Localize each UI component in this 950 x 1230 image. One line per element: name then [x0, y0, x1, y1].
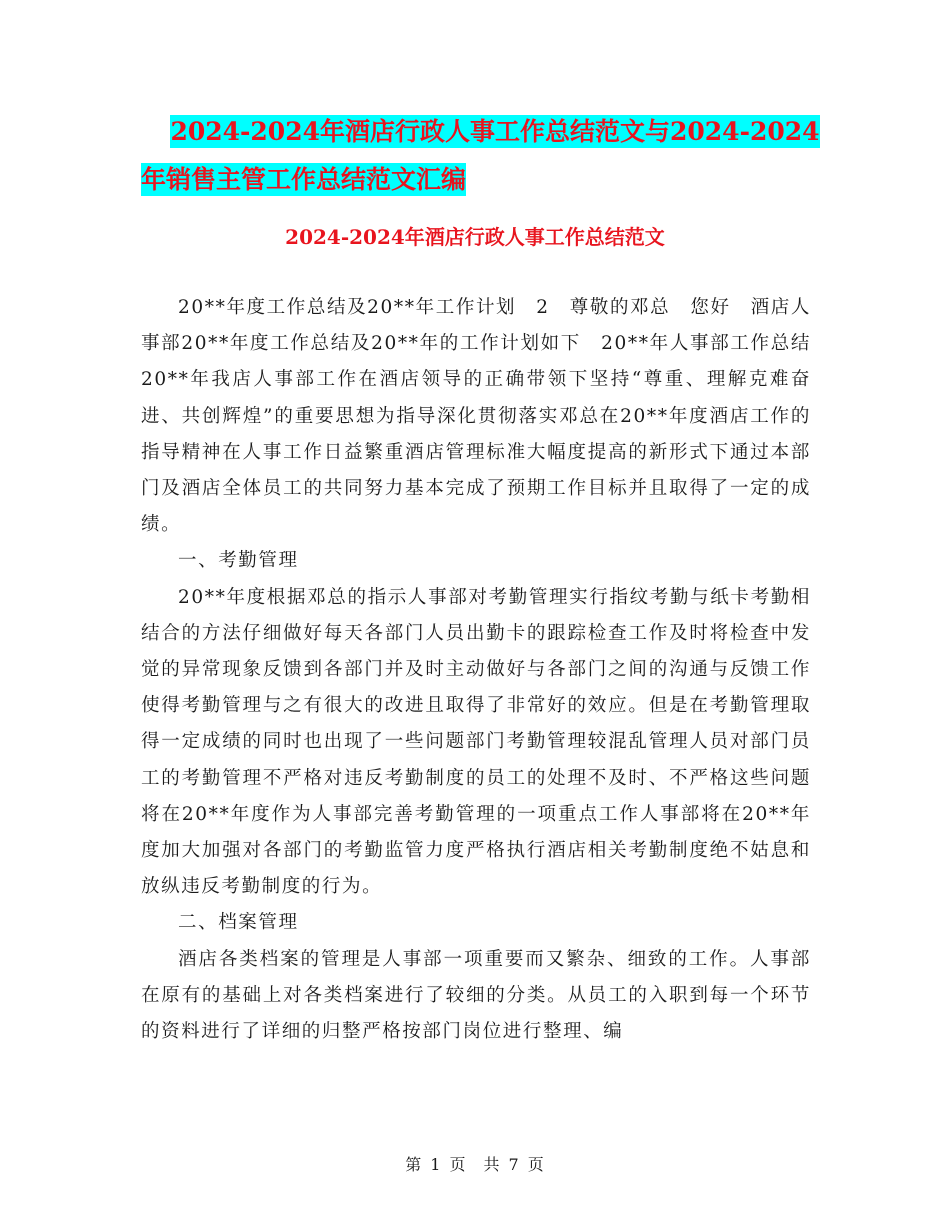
page-footer — [0, 1152, 950, 1175]
paragraph-attendance: 20**年度根据邓总的指示人事部对考勤管理实行指纹考勤与纸卡考勤相结合的方法仔细做好每天各部门人员出勤卡的跟踪检查工作及时将检查中发觉的异常现象反馈到各部门并及时主动做好与各部门之间的沟通与反馈工作使得考勤管理与之有很大的改进且取得了非常好的效应。但是在考勤管理取得一定成绩的同时也出现了一些问题部门考勤管理较混乱管理人员对部门员工的考勤管理不严格对违反考勤制度的员工的处理不及时、不严格这些问题将在20**年度作为人事部完善考勤管理的一项重点工作人事部将在20**年度加大加强对各部门的考勤监管力度严格执行酒店相关考勤制度绝不姑息和放纵违反考勤制度的行为。 — [141, 586, 811, 898]
footer-page-total: 7 — [508, 1155, 520, 1174]
document-body — [141, 290, 832, 1050]
footer-page-number: 1 — [430, 1155, 442, 1174]
footer-suffix: 页 — [527, 1155, 545, 1174]
footer-mid: 页 共 — [449, 1155, 501, 1174]
document-title-line1: 2024-2024年酒店行政人事工作总结范文与2024-2024 — [170, 117, 820, 146]
paragraph-intro: 20**年度工作总结及20**年工作计划 2 尊敬的邓总 您好 酒店人事部20**年度工作总结及20**年的工作计划如下 20**年人事部工作总结 20**年我店人事部工作在酒店领导的正确带领下坚持“尊重、理解克难奋进、共创辉煌”的重要思想为指导深化贯彻落实邓总在20**年度酒店工作的指导精神在人事工作日益繁重酒店管理标准大幅度提高的新形式下通过本部门及酒店全体员工的共同努力基本完成了预期工作目标并且取得了一定的成绩。 — [141, 297, 832, 536]
footer-prefix: 第 — [405, 1155, 423, 1174]
heading-attendance: 一、考勤管理 — [178, 550, 299, 572]
section-title: 2024-2024年酒店行政人事工作总结范文 — [285, 225, 665, 249]
paragraph-archives: 酒店各类档案的管理是人事部一项重要而又繁杂、细致的工作。人事部在原有的基础上对各类档案进行了较细的分类。从员工的入职到每一个环节的资料进行了详细的归整严格按部门岗位进行整理、编 — [141, 948, 811, 1043]
document-title-line2: 年销售主管工作总结范文汇编 — [141, 165, 467, 194]
heading-archives: 二、档案管理 — [178, 912, 299, 934]
document-title — [0, 108, 950, 204]
